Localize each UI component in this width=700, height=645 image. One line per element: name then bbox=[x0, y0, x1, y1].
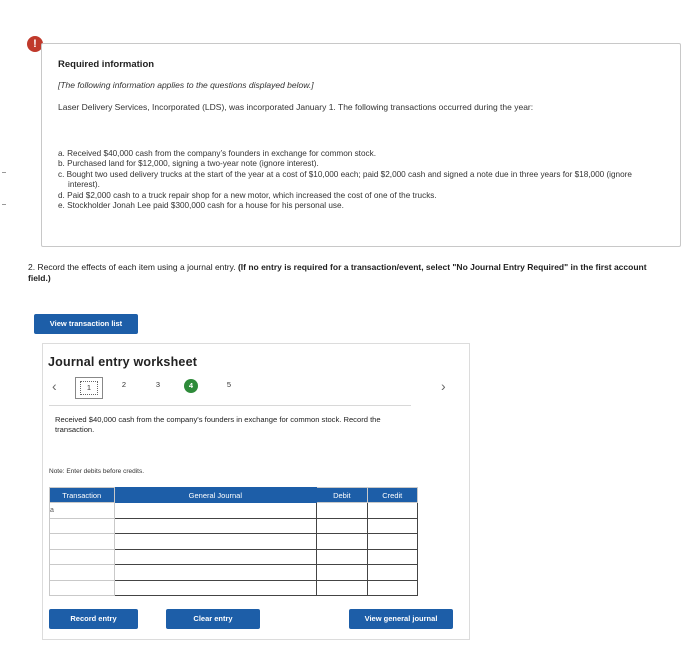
view-transaction-list-button[interactable]: View transaction list bbox=[34, 314, 138, 334]
info-title: Required information bbox=[58, 59, 155, 70]
credit-input[interactable] bbox=[367, 503, 417, 519]
account-select[interactable] bbox=[114, 565, 317, 581]
worksheet-title: Journal entry worksheet bbox=[48, 355, 198, 369]
entry-note: Note: Enter debits before credits. bbox=[49, 468, 145, 475]
account-select[interactable] bbox=[114, 549, 317, 565]
step-tab-1[interactable]: 1 bbox=[75, 377, 103, 399]
transaction-cell bbox=[50, 580, 115, 596]
transaction-cell bbox=[50, 534, 115, 550]
table-row bbox=[50, 549, 418, 565]
info-italic-note: [The following information applies to the questions displayed below.] bbox=[58, 80, 314, 90]
margin-mark bbox=[2, 172, 6, 173]
table-row bbox=[50, 565, 418, 581]
account-select[interactable] bbox=[114, 503, 317, 519]
column-header-credit: Credit bbox=[367, 488, 417, 503]
debit-input[interactable] bbox=[317, 518, 367, 534]
debit-input[interactable] bbox=[317, 534, 367, 550]
step-tab-4-completed[interactable]: 4 bbox=[184, 379, 198, 393]
column-header-debit: Debit bbox=[317, 488, 367, 503]
margin-mark bbox=[2, 204, 6, 205]
transaction-item-c: c. Bought two used delivery trucks at the start of the year at a cost of $10,000 each; paid $2,000 cash and signed a note due in three years for $18,000 (ignore interest). bbox=[58, 169, 632, 190]
transaction-cell: a bbox=[50, 503, 115, 519]
debit-input[interactable] bbox=[317, 503, 367, 519]
required-information-panel bbox=[41, 43, 681, 247]
table-row bbox=[50, 534, 418, 550]
chevron-left-icon[interactable]: ‹ bbox=[52, 378, 57, 394]
transaction-cell bbox=[50, 549, 115, 565]
journal-entry-table bbox=[49, 487, 418, 596]
column-header-general-journal: General Journal bbox=[114, 488, 317, 503]
clear-entry-button[interactable]: Clear entry bbox=[166, 609, 260, 629]
record-entry-button[interactable]: Record entry bbox=[49, 609, 138, 629]
view-general-journal-button[interactable]: View general journal bbox=[349, 609, 453, 629]
table-row bbox=[50, 503, 418, 519]
step-tab-3[interactable]: 3 bbox=[155, 380, 161, 389]
column-header-transaction: Transaction bbox=[50, 488, 115, 503]
chevron-right-icon[interactable]: › bbox=[441, 378, 446, 394]
transaction-cell bbox=[50, 565, 115, 581]
credit-input[interactable] bbox=[367, 549, 417, 565]
debit-input[interactable] bbox=[317, 580, 367, 596]
transaction-item-a: a. Received $40,000 cash from the company’s founders in exchange for common stock. bbox=[58, 149, 376, 158]
step-tab-2[interactable]: 2 bbox=[121, 380, 127, 389]
transaction-item-d: d. Paid $2,000 cash to a truck repair shop for a new motor, which increased the cost of one of the trucks. bbox=[58, 190, 437, 200]
transaction-description: Received $40,000 cash from the company's founders in exchange for common stock. Record the transaction. bbox=[49, 405, 411, 453]
account-select[interactable] bbox=[114, 534, 317, 550]
step-tab-5[interactable]: 5 bbox=[226, 380, 232, 389]
account-select[interactable] bbox=[114, 580, 317, 596]
question-prompt: 2. Record the effects of each item using a journal entry. bbox=[28, 262, 236, 272]
table-row bbox=[50, 518, 418, 534]
debit-input[interactable] bbox=[317, 549, 367, 565]
debit-input[interactable] bbox=[317, 565, 367, 581]
credit-input[interactable] bbox=[367, 565, 417, 581]
transaction-cell bbox=[50, 518, 115, 534]
credit-input[interactable] bbox=[367, 580, 417, 596]
credit-input[interactable] bbox=[367, 518, 417, 534]
credit-input[interactable] bbox=[367, 534, 417, 550]
transaction-list bbox=[58, 149, 638, 211]
table-row bbox=[50, 580, 418, 596]
info-intro: Laser Delivery Services, Incorporated (LDS), was incorporated January 1. The following transactions occurred during the year: bbox=[58, 102, 534, 112]
question-text bbox=[28, 262, 648, 284]
question-instruction: (If no entry is required for a transaction/event, select "No Journal Entry Required" in the first account field.) bbox=[28, 262, 647, 283]
account-select[interactable] bbox=[114, 518, 317, 534]
transaction-item-b: b. Purchased land for $12,000, signing a two-year note (ignore interest). bbox=[58, 159, 319, 169]
transaction-item-e: e. Stockholder Jonah Lee paid $300,000 cash for a house for his personal use. bbox=[58, 201, 344, 211]
alert-icon: ! bbox=[27, 36, 43, 52]
